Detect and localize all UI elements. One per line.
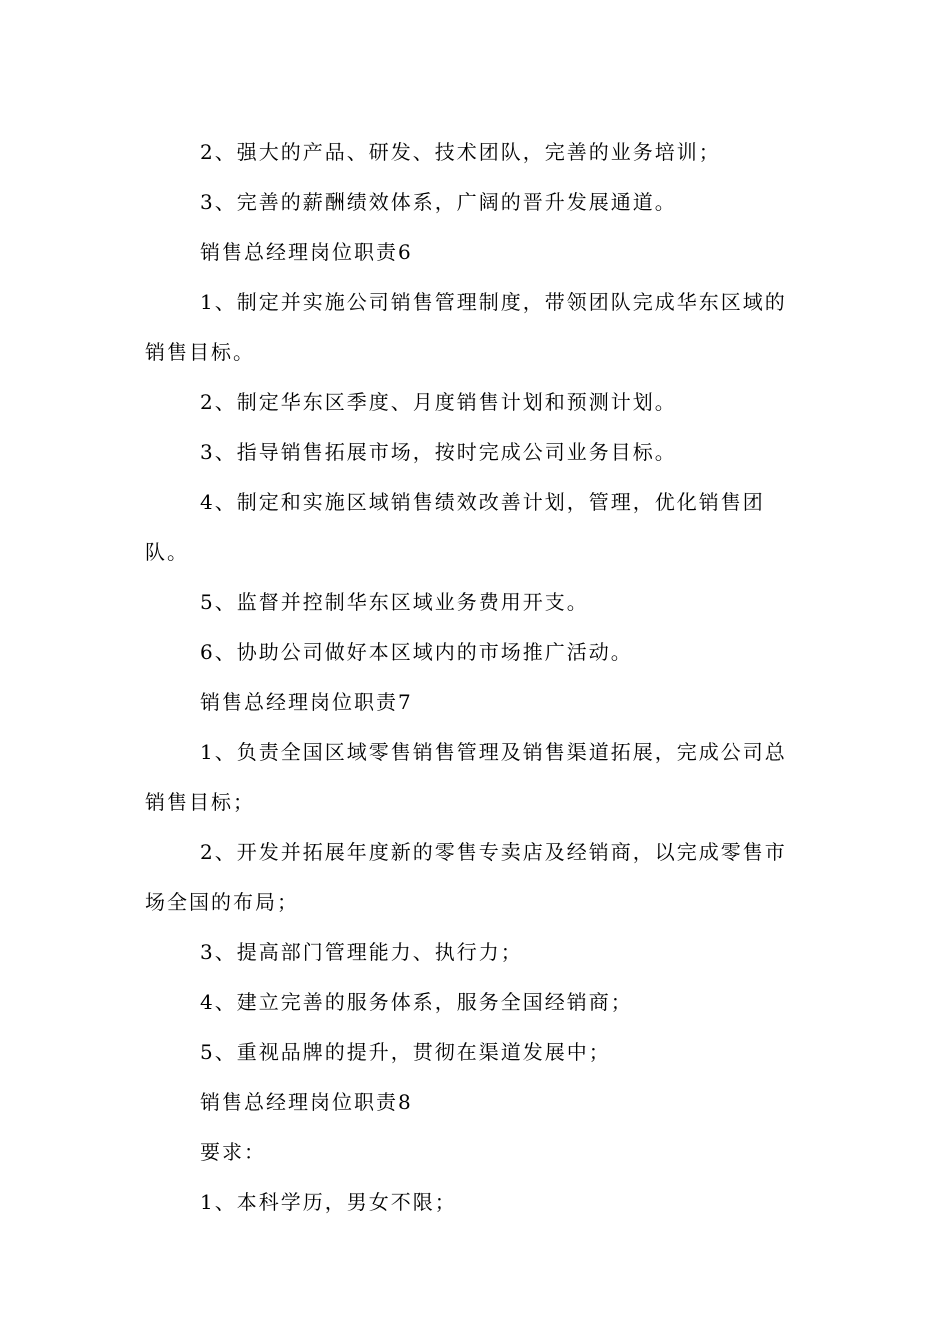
paragraph-line: 5、重视品牌的提升，贯彻在渠道发展中； — [200, 1040, 611, 1064]
paragraph-line: 2、强大的产品、研发、技术团队，完善的业务培训； — [200, 140, 721, 164]
paragraph-line: 销售目标。 — [145, 340, 255, 364]
section-heading: 销售总经理岗位职责8 — [200, 1090, 413, 1114]
paragraph-line: 2、制定华东区季度、月度销售计划和预测计划。 — [200, 390, 677, 414]
paragraph-line: 6、协助公司做好本区域内的市场推广活动。 — [200, 640, 633, 664]
paragraph-line: 1、本科学历，男女不限； — [200, 1190, 457, 1214]
section-heading: 销售总经理岗位职责7 — [200, 690, 413, 714]
paragraph-line: 队。 — [145, 540, 189, 564]
paragraph-line: 1、制定并实施公司销售管理制度，带领团队完成华东区域的 — [200, 290, 787, 314]
paragraph-line: 3、完善的薪酬绩效体系，广阔的晋升发展通道。 — [200, 190, 677, 214]
paragraph-line: 1、负责全国区域零售销售管理及销售渠道拓展，完成公司总 — [200, 740, 787, 764]
paragraph-line: 销售目标； — [145, 790, 255, 814]
paragraph-line: 场全国的布局； — [145, 890, 299, 914]
paragraph-line: 2、开发并拓展年度新的零售专卖店及经销商，以完成零售市 — [200, 840, 787, 864]
paragraph-line: 3、指导销售拓展市场，按时完成公司业务目标。 — [200, 440, 677, 464]
paragraph-line: 4、建立完善的服务体系，服务全国经销商； — [200, 990, 633, 1014]
paragraph-line: 4、制定和实施区域销售绩效改善计划，管理，优化销售团 — [200, 490, 765, 514]
section-heading: 销售总经理岗位职责6 — [200, 240, 413, 264]
paragraph-line: 5、监督并控制华东区域业务费用开支。 — [200, 590, 589, 614]
paragraph-line: 要求： — [200, 1140, 266, 1164]
paragraph-line: 3、提高部门管理能力、执行力； — [200, 940, 523, 964]
